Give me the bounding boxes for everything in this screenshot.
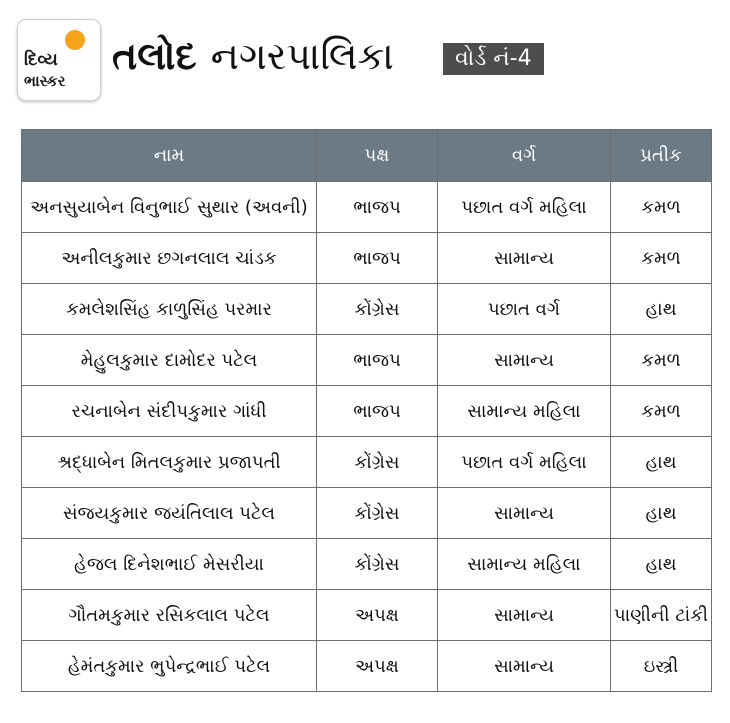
table-row <box>22 437 712 488</box>
table-row <box>22 641 712 692</box>
cell-symbol: હાથ <box>611 284 712 335</box>
table-row <box>22 539 712 590</box>
cell-symbol: હાથ <box>611 488 712 539</box>
title-municipality: નગરપાલિકા <box>210 33 394 78</box>
cell-name: રચનાબેન સંદીપકુમાર ગાંધી <box>22 386 317 437</box>
cell-category: સામાન્ય <box>438 233 611 284</box>
cell-party: અપક્ષ <box>317 590 438 641</box>
divya-bhaskar-logo <box>17 19 101 101</box>
cell-category: સામાન્ય મહિલા <box>438 539 611 590</box>
cell-category: સામાન્ય <box>438 335 611 386</box>
table-row <box>22 386 712 437</box>
header-name: નામ <box>22 130 317 182</box>
cell-category: પછાત વર્ગ મહિલા <box>438 437 611 488</box>
table-row <box>22 233 712 284</box>
sun-icon <box>65 30 85 50</box>
cell-name: હેજલ દિનેશભાઈ મેસરીયા <box>22 539 317 590</box>
page-title <box>112 28 394 84</box>
cell-party: ભાજપ <box>317 182 438 233</box>
table-row <box>22 488 712 539</box>
cell-category: સામાન્ય મહિલા <box>438 386 611 437</box>
cell-name: સંજયકુમાર જયંતિલાલ પટેલ <box>22 488 317 539</box>
cell-symbol: કમળ <box>611 233 712 284</box>
logo-line-1: દિવ્ય <box>24 50 58 70</box>
cell-party: કોંગ્રેસ <box>317 437 438 488</box>
table-header-row <box>22 130 712 182</box>
cell-symbol: હાથ <box>611 437 712 488</box>
candidates-table <box>21 129 712 692</box>
header <box>0 0 730 110</box>
cell-category: પછાત વર્ગ <box>438 284 611 335</box>
table-row <box>22 335 712 386</box>
cell-category: સામાન્ય <box>438 641 611 692</box>
cell-party: ભાજપ <box>317 335 438 386</box>
cell-symbol: હાથ <box>611 539 712 590</box>
cell-party: કોંગ્રેસ <box>317 284 438 335</box>
table-row <box>22 182 712 233</box>
cell-category: સામાન્ય <box>438 488 611 539</box>
cell-party: ભાજપ <box>317 233 438 284</box>
cell-symbol: ઇસ્ત્રી <box>611 641 712 692</box>
cell-category: સામાન્ય <box>438 590 611 641</box>
table-row <box>22 590 712 641</box>
cell-category: પછાત વર્ગ મહિલા <box>438 182 611 233</box>
header-symbol: પ્રતીક <box>611 130 712 182</box>
header-party: પક્ષ <box>317 130 438 182</box>
cell-party: અપક્ષ <box>317 641 438 692</box>
cell-symbol: કમળ <box>611 335 712 386</box>
cell-name: મેહુલકુમાર દામોદર પટેલ <box>22 335 317 386</box>
cell-symbol: પાણીની ટાંકી <box>611 590 712 641</box>
cell-name: હેમંતકુમાર ભુપેન્દ્રભાઈ પટેલ <box>22 641 317 692</box>
ward-badge: વોર્ડ નં-4 <box>443 43 544 75</box>
table-row <box>22 284 712 335</box>
header-category: વર્ગ <box>438 130 611 182</box>
cell-party: ભાજપ <box>317 386 438 437</box>
cell-party: કોંગ્રેસ <box>317 539 438 590</box>
logo-line-2: ભાસ્કર <box>24 72 66 90</box>
cell-name: અનીલકુમાર છગનલાલ ચાંડક <box>22 233 317 284</box>
cell-name: અનસુયાબેન વિનુભાઈ સુથાર (અવની) <box>22 182 317 233</box>
cell-name: શ્રદ્ધાબેન મિતલકુમાર પ્રજાપતી <box>22 437 317 488</box>
title-town: તલોદ <box>112 33 197 78</box>
cell-symbol: કમળ <box>611 386 712 437</box>
cell-symbol: કમળ <box>611 182 712 233</box>
cell-party: કોંગ્રેસ <box>317 488 438 539</box>
cell-name: કમલેશસિંહ કાળુસિંહ પરમાર <box>22 284 317 335</box>
cell-name: ગૌતમકુમાર રસિકલાલ પટેલ <box>22 590 317 641</box>
